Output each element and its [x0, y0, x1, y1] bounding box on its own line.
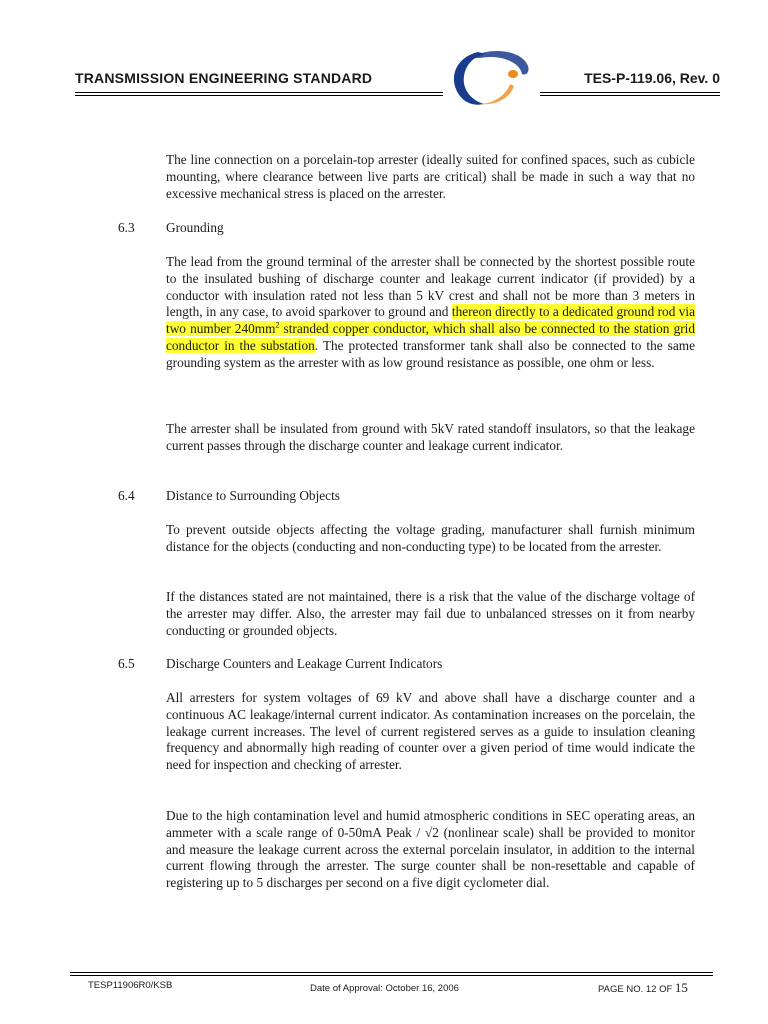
superscript: 2	[275, 320, 280, 330]
section-title-grounding: Grounding	[166, 220, 224, 235]
section-number: 6.4	[118, 488, 135, 503]
paragraph-line-connection: The line connection on a porcelain-top arrester (ideally suited for confined spaces, such as cubicle mounting, where clearance between live parts are critical) shall be made in such a way that no excessive mechanical stress is placed on the arrester.	[166, 152, 695, 201]
section-title-discharge-counters: Discharge Counters and Leakage Current Indicators	[166, 656, 443, 671]
highlight-part-b: stranded copper conductor, which shall also be connected to the station grid conductor in the substation	[166, 321, 695, 353]
page-label: PAGE NO. 12 OF	[598, 984, 673, 995]
paragraph-grounding-lead	[166, 254, 695, 372]
footer-rule-top	[70, 972, 713, 973]
footer-doc-id: TESP11906R0/KSB	[88, 980, 173, 991]
company-logo-icon	[440, 44, 540, 110]
paragraph-outside-objects: To prevent outside objects affecting the voltage grading, manufacturer shall furnish minimum distance for the objects (conducting and non-conducting type) to be located from the arrester.	[166, 522, 695, 554]
header-rule-right-bottom	[540, 95, 720, 96]
footer-approval-date: Date of Approval: October 16, 2006	[310, 983, 459, 994]
footer-rule-bottom	[70, 975, 713, 976]
header-rule-bottom	[75, 95, 443, 96]
section-number: 6.5	[118, 656, 135, 671]
paragraph-contamination: Due to the high contamination level and humid atmospheric conditions in SEC operating areas, an ammeter with a scale range of 0-50mA Peak / √2 (nonlinear scale) shall be provided to monitor and measure the leakage current across the external porcelain insulator, in addition to the internal current flowing through the arrester. The surge counter shall be non-resettable and capable of registering up to 5 discharges per second on a five digit cyclometer dial.	[166, 808, 695, 891]
paragraph-insulation: The arrester shall be insulated from ground with 5kV rated standoff insulators, so that the leakage current passes through the discharge counter and leakage current indicator.	[166, 421, 695, 453]
paragraph-distances: If the distances stated are not maintained, there is a risk that the value of the discharge voltage of the arrester may differ. Also, the arrester may fail due to unbalanced stresses on it from nearby conducting or grounded objects.	[166, 589, 695, 638]
header-rule-right-top	[540, 92, 720, 93]
grounding-text-post: . The protected transformer tank shall also be connected to the same grounding system as the arrester with as low ground resistance as possible, one ohm or less.	[166, 337, 696, 370]
section-number: 6.3	[118, 220, 135, 235]
section-title-distance: Distance to Surrounding Objects	[166, 488, 340, 503]
page-total: 15	[674, 980, 688, 995]
grounding-text-pre: The lead from the ground terminal of the arrester shall be connected by the shortest possible route to the insulated bushing of discharge counter and leakage current indicator (if provided) by a conductor with insulation rated not less than 5 kV crest and shall not be more than 3 meters in length, in any case, to avoid sparkover to ground and	[166, 254, 695, 320]
paragraph-arresters: All arresters for system voltages of 69 kV and above shall have a discharge counter and a continuous AC leakage/internal current indicator. As contamination increases on the porcelain, the leakage current increases. The level of current registered serves as a guide to insulation cleaning frequency and abnormally high reading of counter over a given period of time would indicate the need for inspection and checking of arrester.	[166, 690, 695, 773]
header-rule-top	[75, 92, 443, 93]
document-title: TRANSMISSION ENGINEERING STANDARD	[75, 70, 373, 86]
footer-page-number	[598, 980, 688, 996]
highlight-part-a: thereon directly to a dedicated ground rod via two number 240mm	[166, 304, 696, 337]
document-code: TES-P-119.06, Rev. 0	[584, 70, 720, 86]
